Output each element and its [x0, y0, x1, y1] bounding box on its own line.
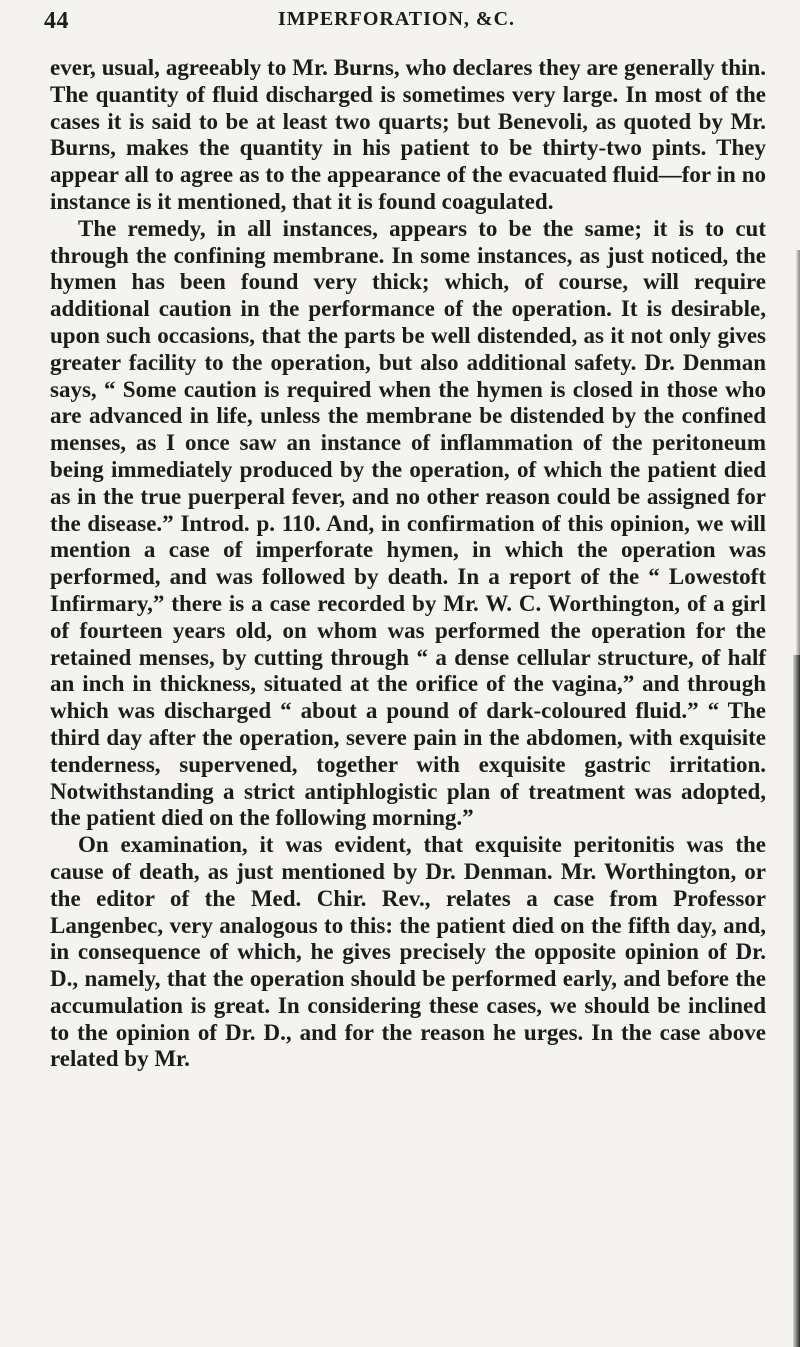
running-title: IMPERFORATION, &C.: [277, 8, 516, 30]
page-edge-shadow: [793, 655, 800, 1347]
page-number: 44: [44, 8, 69, 34]
paragraph-remedy: The remedy, in all instances, appears to be the same; it is to cut through the confining membrane. In some instances, as just noticed, the hymen has been found very thick; which, of course, will require additional caution in the performance of the operation. It is desirable, upon such occasions, that the parts be well distended, as it not only gives greater facility to the operation, but also additional safety. Dr. Denman says, “ Some caution is required when the hymen is closed in those who are advanced in life, unless the membrane be distended by the confined menses, as I once saw an instance of inflammation of the peritoneum being immediately produced by the operation, of which the patient died as in the true puerperal fever, and no other reason could be assigned for the disease.” Introd. p. 110. And, in confirmation of this opinion, we will mention a case of imperforate hymen, in which the operation was performed, and was followed by death. In a report of the “ Lowestoft Infirmary,” there is a case recorded by Mr. W. C. Worthington, of a girl of fourteen years old, on whom was performed the operation for the retained menses, by cutting through “ a dense cellular structure, of half an inch in thickness, situated at the orifice of the vagina,” and through which was discharged “ about a pound of dark-coloured fluid.” “ The third day after the operation, severe pain in the abdomen, with exquisite tenderness, supervened, together with exquisite gastric irritation. Notwithstanding a strict antiphlogistic plan of treatment was adopted, the patient died on the following morning.”: [50, 215, 766, 831]
page-edge-shadow-upper: [796, 250, 800, 655]
body-text: [50, 55, 766, 1073]
paragraph-examination: On examination, it was evident, that exquisite peritonitis was the cause of death, as just mentioned by Dr. Denman. Mr. Worthington, or the editor of the Med. Chir. Rev., relates a case from Professor Langenbec, very analogous to this: the patient died on the fifth day, and, in consequence of which, he gives precisely the opposite opinion of Dr. D., namely, that the operation should be performed early, and before the accumulation is great. In considering these cases, we should be inclined to the opinion of Dr. D., and for the reason he urges. In the case above related by Mr.: [50, 832, 766, 1072]
paragraph-continuation: ever, usual, agreeably to Mr. Burns, who declares they are generally thin. The quantity of fluid discharged is sometimes very large. In most of the cases it is said to be at least two quarts; but Benevoli, as quoted by Mr. Burns, makes the quantity in his patient to be thirty-two pints. They appear all to agree as to the appearance of the evacuated fluid—for in no instance is it mentioned, that it is found coagulated.: [50, 55, 766, 214]
running-head: [44, 8, 749, 48]
